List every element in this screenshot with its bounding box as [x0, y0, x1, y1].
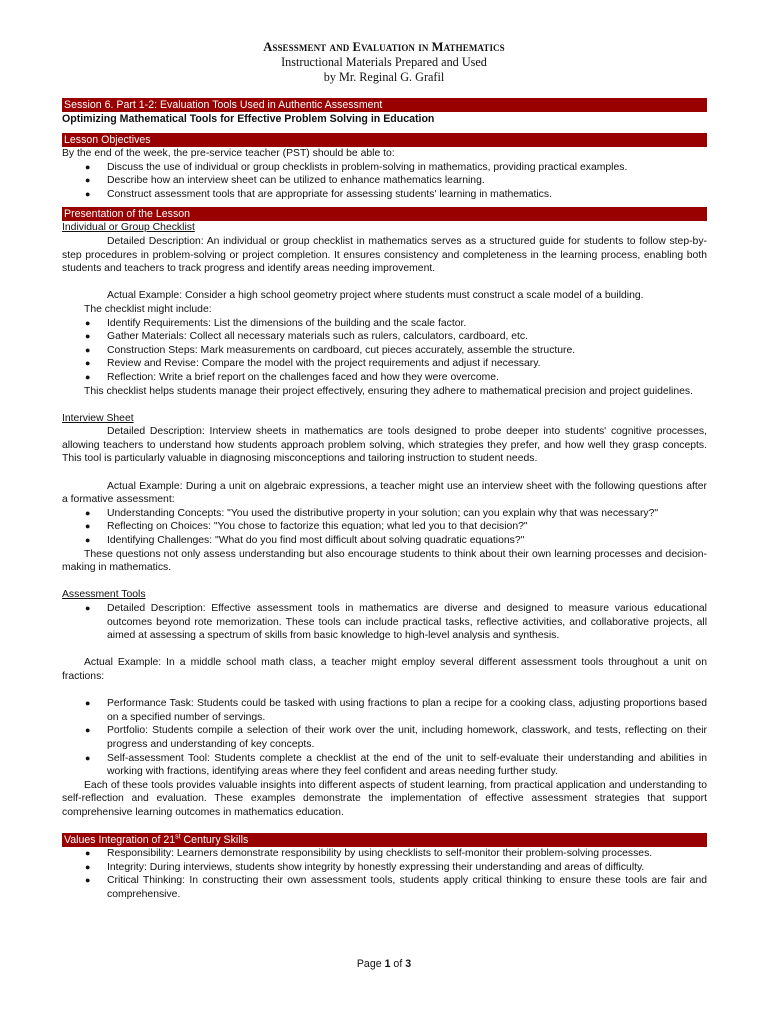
page-footer — [0, 958, 768, 972]
checklist-description: Detailed Description: An individual or group checklist in mathematics serves as a structured guide for students to follow step-by-step procedures in problem-solving or project completion. It ensures consistency and completeness in the learning process, enabling both students and teachers to track progress and identify areas needing improvement. — [62, 235, 707, 275]
document-body — [62, 98, 707, 901]
objectives-list — [62, 161, 707, 202]
list-item: ● Responsibility: Learners demonstrate responsibility by using checklists to self-monitor their problem-solving processes. — [85, 848, 653, 860]
page-total: 3 — [405, 958, 412, 970]
list-item: ● Review and Revise: Compare the model with the project requirements and adjust if necessary. — [85, 358, 541, 370]
document-title: Assessment and Evaluation in Mathematics — [263, 40, 505, 54]
list-item: ● Reflection: Write a brief report on the challenges faced and how they were overcome. — [85, 371, 499, 383]
list-item: ● Detailed Description: Effective assessment tools in mathematics are diverse and designed to measure various educational outcomes beyond rote memorization. These tools can include practical tasks, reflective activities, and collaborative projects, all aimed at assessing a spectrum of skills from basic knowledge to high-level analysis and synthesis. — [85, 603, 707, 642]
list-item: ● Integrity: During interviews, students show integrity by honestly expressing their understanding and areas of difficulty. — [85, 861, 645, 873]
tools-example: Actual Example: In a middle school math class, a teacher might employ several different assessment tools throughout a unit on fractions: — [62, 657, 707, 682]
checklist-heading: Individual or Group Checklist — [62, 222, 195, 234]
interview-example: Actual Example: During a unit on algebraic expressions, a teacher might use an interview sheet with the following questions after a formative assessment: — [62, 480, 707, 506]
list-item: ● Describe how an interview sheet can be utilized to enhance mathematics learning. — [85, 175, 485, 187]
page-word: Page — [356, 958, 382, 970]
list-item: ● Performance Task: Students could be tasked with using fractions to plan a recipe for a cooking class, adjusting proportions based on a specified number of servings. — [85, 698, 707, 723]
checklist-list — [62, 317, 707, 385]
session-bar: Session 6. Part 1-2: Evaluation Tools Used in Authentic Assessment — [62, 98, 707, 112]
objectives-intro: By the end of the week, the pre-service teacher (PST) should be able to: — [62, 148, 395, 159]
checklist-lead: The checklist might include: — [84, 303, 212, 315]
checklist-example: Actual Example: Consider a high school geometry project where students must construct a scale model of a building. — [107, 290, 644, 302]
session-subtitle: Optimizing Mathematical Tools for Effective Problem Solving in Education — [62, 113, 435, 125]
tools-description-list — [62, 602, 707, 643]
list-item: ● Gather Materials: Collect all necessary materials such as rulers, calculators, cardboard, etc. — [85, 331, 528, 343]
document-subtitle: Instructional Materials Prepared and Used — [281, 55, 487, 69]
interview-list — [62, 507, 707, 548]
page-of: of — [393, 958, 403, 970]
list-item: ● Identifying Challenges: "What do you find most difficult about solving quadratic equations?" — [85, 535, 525, 547]
interview-heading: Interview Sheet — [62, 412, 134, 424]
checklist-closing: This checklist helps students manage their project effectively, ensuring they adhere to mathematical precision and project guidelines. — [84, 385, 693, 397]
interview-description: Detailed Description: Interview sheets in mathematics are tools designed to probe deeper into students' cognitive processes, allowing teachers to understand how students approach problem solving, which strategies they prefer, and how well they grasp concepts. This tool is particularly valuable in diagnosing misconceptions and tailoring instruction to student needs. — [62, 426, 707, 465]
list-item: ● Identify Requirements: List the dimensions of the building and the scale factor. — [85, 317, 467, 329]
tools-heading: Assessment Tools — [62, 589, 146, 601]
tools-closing: Each of these tools provides valuable insights into different aspects of student learning, from practical application and understanding to self-reflection and evaluation. These examples demonstrate the implementation of effective assessment strategies that support comprehensive learning outcomes in mathematics education. — [62, 779, 707, 818]
values-list — [62, 847, 707, 901]
list-item: ● Construct assessment tools that are appropriate for assessing students' learning in mathematics. — [85, 188, 552, 200]
list-item: ● Construction Steps: Mark measurements on cardboard, cut pieces accurately, assemble the structure. — [85, 344, 576, 356]
list-item: ● Portfolio: Students compile a selection of their work over the unit, including homework, classwork, and tests, reflecting on their progress and understanding of key concepts. — [85, 725, 707, 750]
document-author: by Mr. Reginal G. Grafil — [323, 70, 445, 84]
list-item: ● Understanding Concepts: "You used the distributive property in your solution; can you explain why that was necessary?" — [85, 507, 659, 519]
tools-list — [62, 697, 707, 779]
interview-closing: These questions not only assess understanding but also encourage students to think about their own learning processes and decision-making in mathematics. — [62, 548, 707, 574]
list-item: ● Critical Thinking: In constructing their own assessment tools, students apply critical thinking to ensure these tools are fair and comprehensive. — [85, 875, 707, 900]
values-bar: Values Integration of 21st Century Skills — [62, 833, 707, 847]
document-header — [0, 40, 768, 85]
list-item: ● Self-assessment Tool: Students complete a checklist at the end of the unit to self-evaluate their understanding and abilities in working with fractions, identifying areas where they feel confident and areas needing further study. — [85, 752, 707, 778]
page-current: 1 — [384, 958, 391, 970]
objectives-bar: Lesson Objectives — [62, 133, 707, 147]
presentation-bar: Presentation of the Lesson — [62, 207, 707, 221]
list-item: ● Reflecting on Choices: "You chose to factorize this equation; what led you to that decision?" — [85, 521, 528, 533]
list-item: ● Discuss the use of individual or group checklists in problem-solving in mathematics, providing practical examples. — [85, 161, 628, 173]
